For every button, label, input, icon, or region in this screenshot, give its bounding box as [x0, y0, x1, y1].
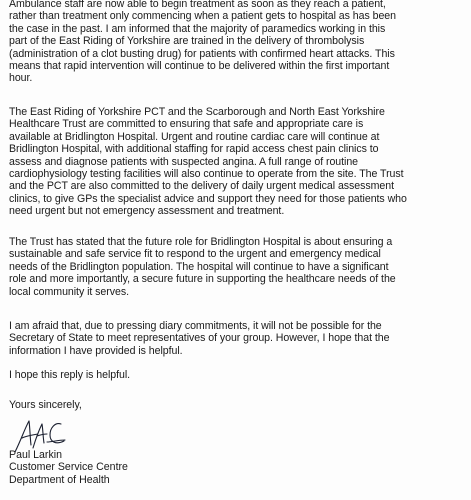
text-line: I am afraid that, due to pressing diary commitments, it will not be possible for the [9, 320, 382, 332]
text-line: (administration of a clot busting drug) for patients with confirmed heart attacks. This [9, 47, 395, 60]
text-line: and the PCT are also committed to the delivery of daily urgent medical assessment [9, 180, 394, 193]
text-line: part of the East Riding of Yorkshire are trained in the delivery of thrombolysis [9, 35, 365, 48]
text-line: Healthcare Trust are committed to ensuring that safe and appropriate care is [9, 118, 364, 131]
text-line: The East Riding of Yorkshire PCT and the Scarborough and North East Yorkshire [9, 106, 385, 118]
text-line: Ambulance staff are now able to begin treatment as soon as they reach a patient, [9, 0, 386, 10]
text-line: cardiophysiology testing facilities will also continue to operate from the site. The Trust [9, 167, 404, 180]
paragraph-future-role [9, 236, 467, 298]
paragraph-ambulance-treatment [9, 0, 467, 85]
text-line: assess and diagnose patients with suspected angina. A full range of routine [9, 155, 359, 168]
text-line: sustainable and safe service fit to respond to the urgent and emergency medical [9, 248, 381, 261]
paragraph-closing-hope [9, 369, 467, 381]
text-line: The Trust has stated that the future role for Bridlington Hospital is about ensuring a [9, 236, 393, 248]
text-line: clinics, to give GPs the specialist advice and support they need for those patients who [9, 192, 407, 205]
text-line: need urgent but not emergency assessment and treatment. [9, 205, 285, 218]
signatory-unit: Customer Service Centre [9, 461, 128, 474]
valediction [9, 399, 467, 411]
text-line: available at Bridlington Hospital. Urgent and routine cardiac care will continue at [9, 130, 380, 143]
text-line: means that rapid intervention will continue to be delivered within the first important [9, 59, 390, 72]
signoff-block [9, 449, 128, 486]
paragraph-pct-commitment [9, 106, 467, 218]
text-line: I hope this reply is helpful. [9, 369, 131, 381]
text-line: needs of the Bridlington population. The hospital will continue to have a significant [9, 260, 389, 273]
text-line: the case in the past. I am informed that the majority of paramedics working in this [9, 22, 386, 35]
signatory-name: Paul Larkin [9, 449, 62, 461]
signatory-organisation: Department of Health [9, 473, 110, 486]
paragraph-meeting-declined [9, 320, 467, 357]
text-line: Bridlington Hospital, with additional staffing for rapid access chest pain clinics to [9, 143, 379, 156]
text-line: local community it serves. [9, 285, 129, 298]
text-line: hour. [9, 72, 33, 85]
text-line: Yours sincerely, [9, 399, 82, 411]
text-line: Secretary of State to meet representatives of your group. However, I hope that the [9, 332, 390, 345]
text-line: information I have provided is helpful. [9, 344, 183, 357]
text-line: rather than treatment only commencing when a patient gets to hospital as has been [9, 10, 396, 23]
text-line: role and more importantly, a secure future in supporting the healthcare needs of the [9, 273, 396, 286]
